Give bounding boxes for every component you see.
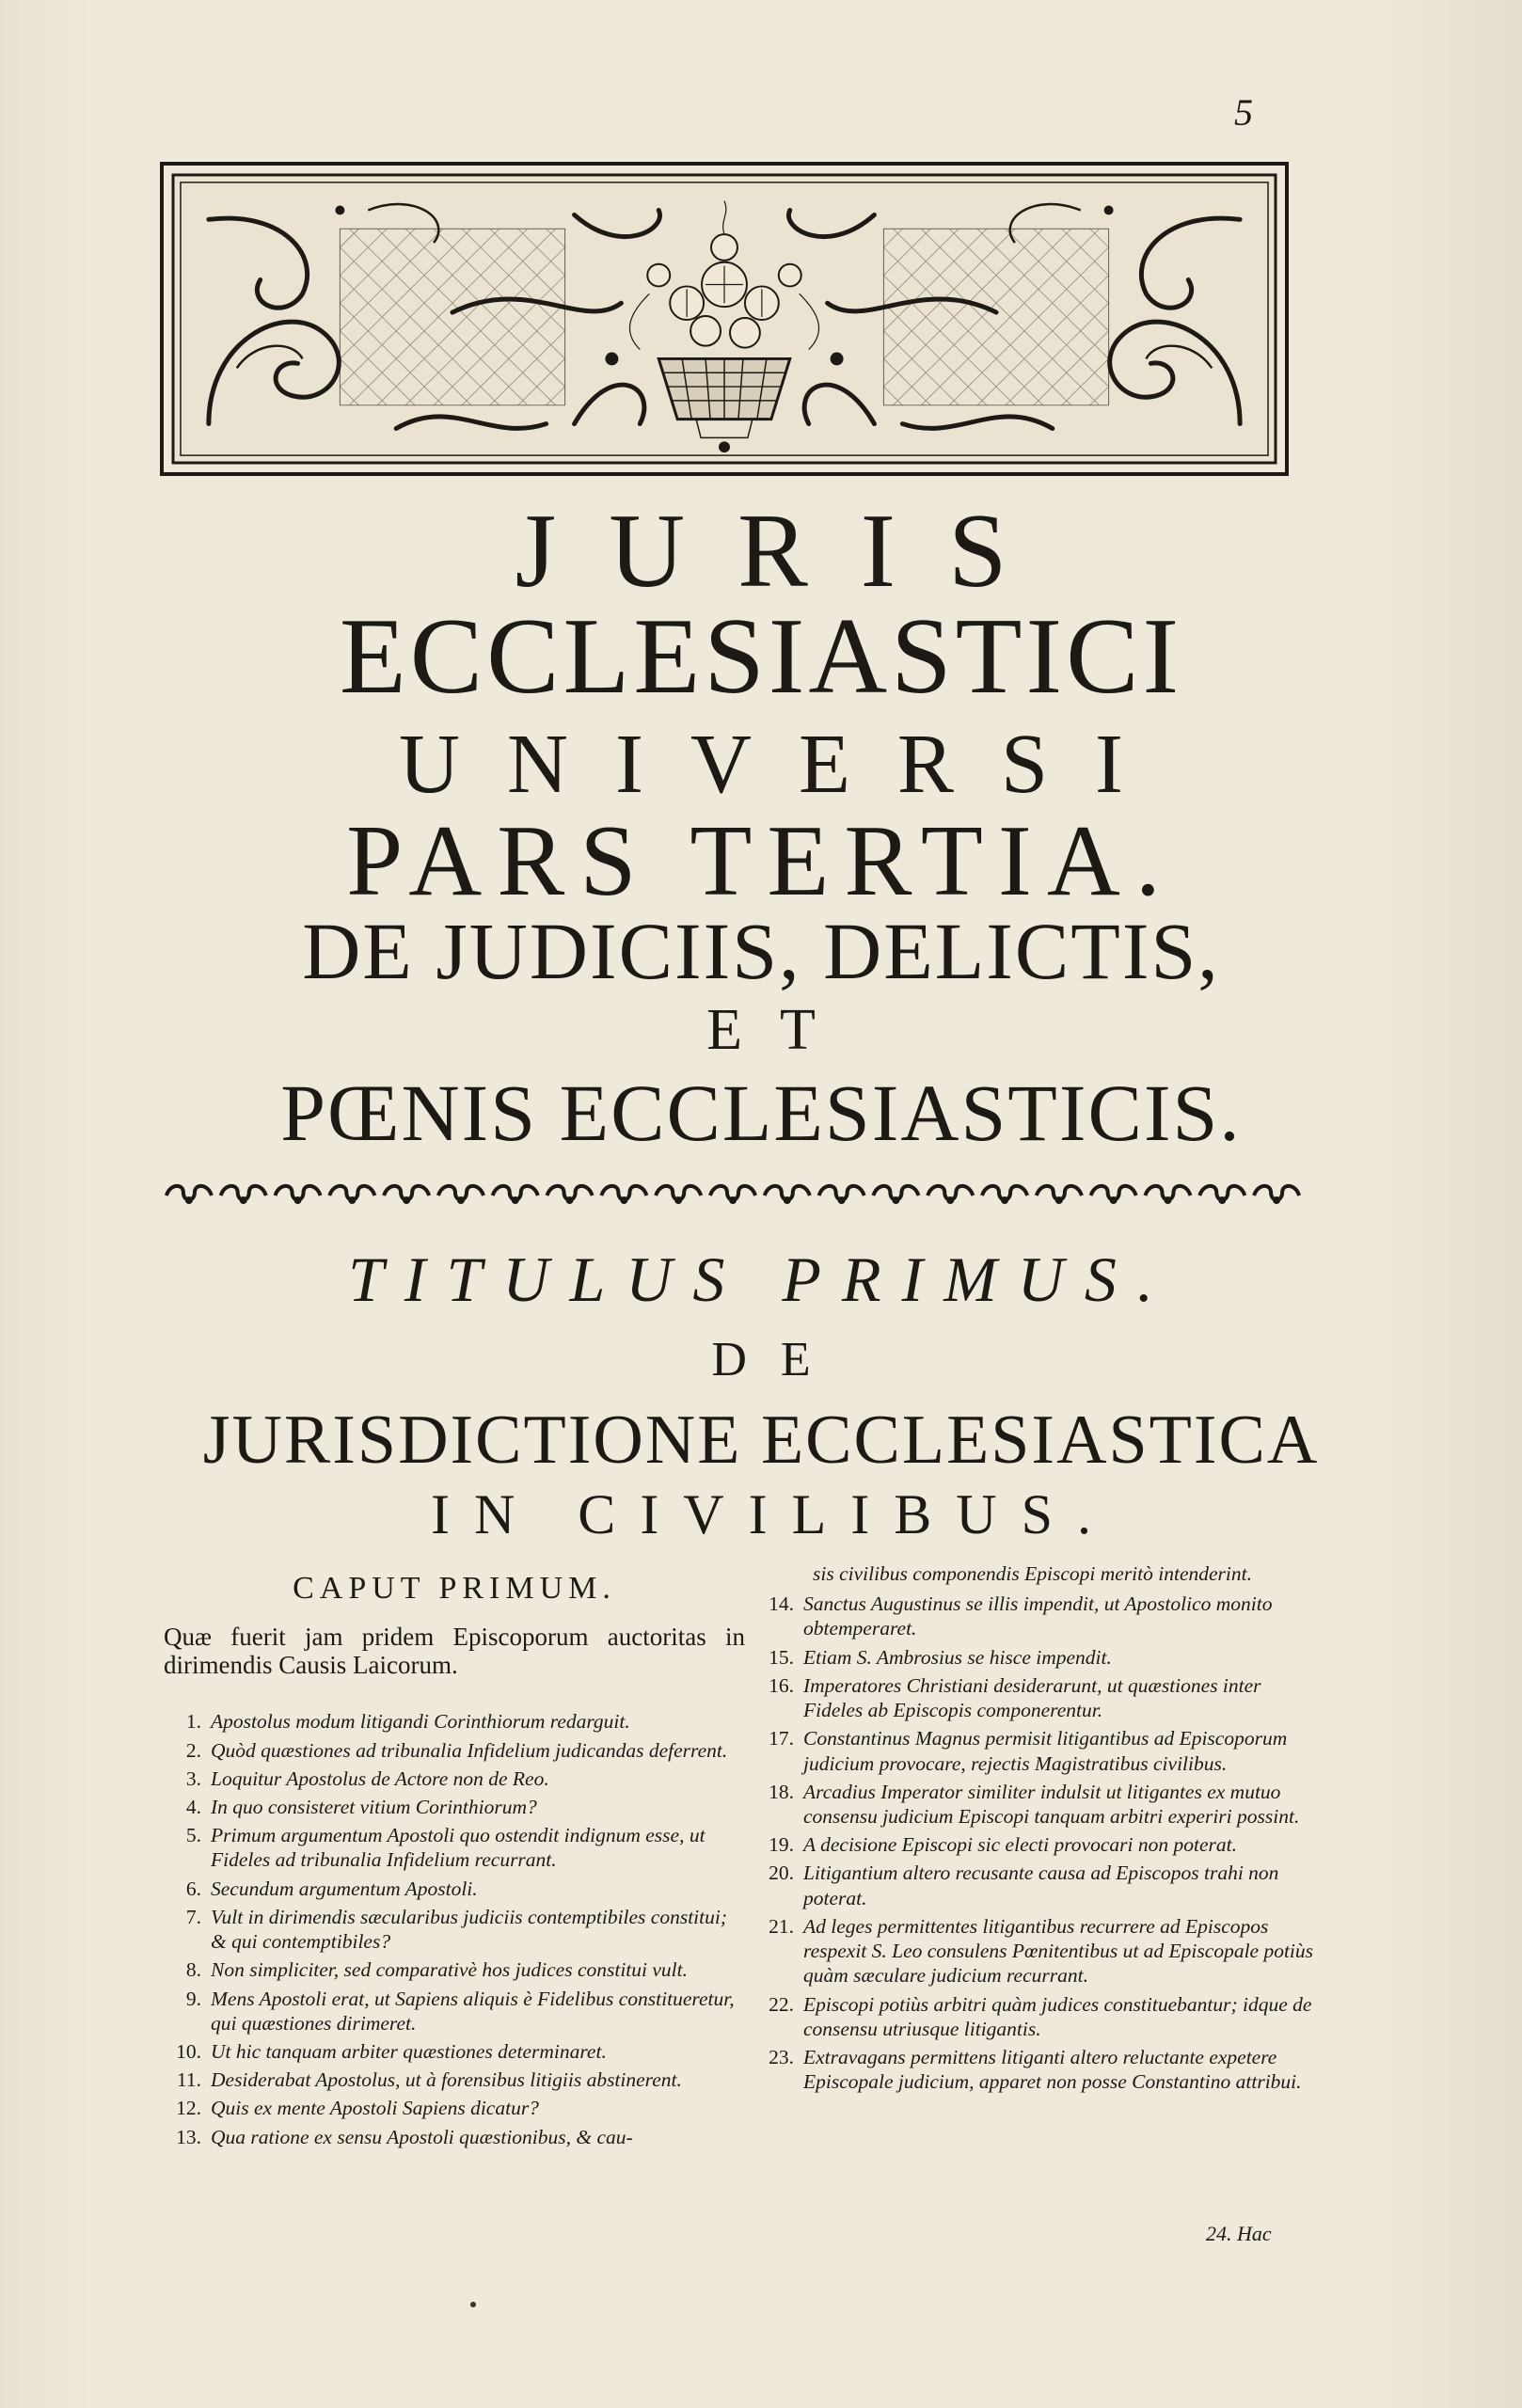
- list-item: [164, 1738, 745, 1763]
- item-number: 14.: [769, 1592, 794, 1616]
- fleuron-icon: [1037, 1186, 1082, 1204]
- list-item: [164, 1987, 745, 2036]
- item-number: 13.: [176, 2125, 201, 2148]
- fleuron-icon: [221, 1186, 266, 1204]
- fleuron-icon: [656, 1186, 701, 1204]
- fleuron-icon: [710, 1186, 755, 1204]
- fleuron-icon: [819, 1186, 864, 1204]
- item-text: Quis ex mente Apostoli Sapiens dicatur?: [211, 2097, 539, 2120]
- list-item: [164, 1957, 745, 1982]
- list-item: [164, 1709, 745, 1734]
- item-text: Etiam S. Ambrosius se hisce impendit.: [803, 1645, 1112, 1669]
- item-text: Ut hic tanquam arbiter quæstiones determinaret.: [211, 2040, 607, 2063]
- item-text: Sanctus Augustinus se illis impendit, ut Apostolico monito obtemperaret.: [803, 1592, 1273, 1640]
- title-line-ecclesiastici: ECCLESIASTICI: [339, 596, 1183, 717]
- left-item-list: [164, 1709, 745, 2149]
- item-number: 11.: [176, 2068, 201, 2092]
- ink-dot: [470, 2302, 476, 2307]
- fleuron-icon: [1091, 1186, 1136, 1204]
- list-item: [164, 1905, 745, 1954]
- item-number: 3.: [185, 1766, 201, 1790]
- item-text: Mens Apostoli erat, ut Sapiens aliquis è Fidelibus constitueretur, qui quæstiones dirimeret.: [211, 1987, 735, 2035]
- list-item: [164, 1877, 745, 1901]
- fleuron-icon: [1145, 1186, 1190, 1204]
- list-item: [164, 2067, 745, 2092]
- item-text: Episcopi potiùs arbitri quàm judices constituebantur; idque de consensu utriusque litigantis.: [803, 1992, 1312, 2040]
- ornamental-headpiece-icon: [160, 162, 1289, 476]
- item-text: Ad leges permittentes litigantibus recurrere ad Episcopos respexit S. Leo consulens Pœnitentibus ut ad Episcopale potiùs quàm sæculare judicium recurrant.: [803, 1914, 1314, 1988]
- fleuron-icon: [166, 1186, 212, 1204]
- item-number: 21.: [769, 1914, 794, 1938]
- item-number: 19.: [769, 1833, 794, 1857]
- title-line-et: ET: [706, 998, 853, 1062]
- list-item: [164, 2125, 745, 2149]
- title-line-pars-tertia: PARS TERTIA.: [346, 805, 1176, 917]
- item-number: 8.: [185, 1958, 201, 1982]
- section-de: DE: [711, 1333, 845, 1386]
- catchword: 24. Hac: [1206, 2222, 1272, 2245]
- item-number: 4.: [185, 1796, 201, 1819]
- section-titulus: TITULUS PRIMUS.: [348, 1244, 1174, 1315]
- item-text: A decisione Episcopi sic electi provocari non poterat.: [803, 1833, 1237, 1857]
- item-number: 5.: [185, 1824, 201, 1847]
- list-item: [756, 1992, 1321, 2041]
- list-item: [164, 1823, 745, 1872]
- fleuron-icon: [384, 1186, 429, 1204]
- list-item: [756, 1673, 1321, 1722]
- item-text: Vult in dirimendis sæcularibus judiciis contemptibiles constitui; & qui contemptibiles?: [211, 1905, 728, 1954]
- list-item: [164, 2039, 745, 2064]
- item-number: 1.: [185, 1710, 201, 1734]
- item-text: Litigantium altero recusante causa ad Episcopos trahi non poterat.: [803, 1861, 1279, 1909]
- item-text: In quo consisteret vitium Corinthiorum?: [211, 1796, 537, 1819]
- section-in-civilibus: IN CIVILIBUS.: [431, 1483, 1116, 1545]
- fleuron-icon: [927, 1186, 973, 1204]
- continued-text: sis civilibus componendis Episcopi meritò intenderint.: [813, 1562, 1252, 1585]
- item-text: Secundum argumentum Apostoli.: [211, 1877, 478, 1900]
- item-text: Constantinus Magnus permisit litigantibus ad Episcoporum judicium provocare, rejectis Magistratibus civilibus.: [803, 1727, 1288, 1775]
- list-item: [756, 1832, 1321, 1857]
- chapter-heading: CAPUT PRIMUM.: [293, 1571, 616, 1606]
- list-item: [756, 1914, 1321, 1988]
- fleuron-icon: [276, 1186, 321, 1204]
- fleuron-icon: [493, 1186, 538, 1204]
- list-item: [164, 1766, 745, 1791]
- item-number: 12.: [176, 2097, 201, 2120]
- item-number: 6.: [185, 1877, 201, 1900]
- title-line-universi: UNIVERSI: [399, 718, 1170, 811]
- item-text: Apostolus modum litigandi Corinthiorum redarguit.: [211, 1710, 630, 1734]
- list-item: [756, 1726, 1321, 1775]
- right-column: [756, 1561, 1321, 2098]
- item-text: Desiderabat Apostolus, ut à forensibus litigiis abstinerent.: [211, 2068, 682, 2092]
- title-line-de-judiciis: DE JUDICIIS, DELICTIS,: [302, 906, 1220, 996]
- item-text: Extravagans permittens litiganti altero reluctante expetere Episcopale judicium, apparet non posse Constantino attribui.: [803, 2045, 1302, 2094]
- item-number: 2.: [185, 1738, 201, 1762]
- item-number: 22.: [769, 1992, 794, 2016]
- item-number: 10.: [176, 2040, 201, 2063]
- item-number: 9.: [185, 1987, 201, 2010]
- fleuron-icon: [1254, 1186, 1299, 1204]
- list-item: [164, 2096, 745, 2120]
- fleuron-icon: [547, 1186, 593, 1204]
- item-number: 20.: [769, 1861, 794, 1885]
- fleuron-icon: [601, 1186, 646, 1204]
- item-text: Imperatores Christiani desiderarunt, ut quæstiones inter Fideles ab Episcopis componerentur.: [803, 1673, 1261, 1722]
- list-item: [756, 1780, 1321, 1829]
- list-item: [756, 1645, 1321, 1670]
- title-line-poenis: PŒNIS ECCLESIASTICIS.: [280, 1068, 1242, 1158]
- right-item-list: [756, 1592, 1321, 2094]
- item-number: 23.: [769, 2045, 794, 2068]
- list-item: [164, 1795, 745, 1819]
- chapter-summary: Quæ fuerit jam pridem Episcoporum auctoritas in dirimendis Causis Laicorum.: [164, 1623, 745, 1679]
- item-number: 17.: [769, 1727, 794, 1751]
- item-text: Loquitur Apostolus de Actore non de Reo.: [211, 1766, 549, 1790]
- item-number: 16.: [769, 1673, 794, 1697]
- page-number: 5: [1234, 91, 1253, 134]
- item-text: Non simpliciter, sed comparativè hos judices constitui vult.: [211, 1958, 688, 1982]
- item-number: 18.: [769, 1780, 794, 1803]
- fleuron-icon: [982, 1186, 1027, 1204]
- list-item: [756, 1861, 1321, 1909]
- list-item: [756, 2045, 1321, 2094]
- title-line-juris: JURIS: [515, 493, 1060, 610]
- fleuron-icon: [329, 1186, 374, 1204]
- fleuron-icon: [765, 1186, 810, 1204]
- fleuron-row-icon: [162, 1180, 1304, 1212]
- item-number: 7.: [185, 1905, 201, 1928]
- fleuron-icon: [873, 1186, 918, 1204]
- item-number: 15.: [769, 1645, 794, 1669]
- left-column: [164, 1561, 745, 2153]
- list-item: [756, 1592, 1321, 1640]
- section-jurisdictione: JURISDICTIONE ECCLESIASTICA: [202, 1402, 1320, 1479]
- item-text: Quòd quæstiones ad tribunalia Infidelium judicandas deferrent.: [211, 1738, 728, 1762]
- item-text: Qua ratione ex sensu Apostoli quæstionibus, & cau-: [211, 2125, 633, 2148]
- item-text: Arcadius Imperator similiter indulsit ut litigantes ex mutuo consensu judicium Episcopi tanquam arbitri experiri possint.: [803, 1780, 1300, 1828]
- item-text: Primum argumentum Apostoli quo ostendit indignum esse, ut Fideles ad tribunalia Infidelium recurrant.: [211, 1824, 706, 1872]
- fleuron-icon: [438, 1186, 484, 1204]
- fleuron-icon: [1199, 1186, 1245, 1204]
